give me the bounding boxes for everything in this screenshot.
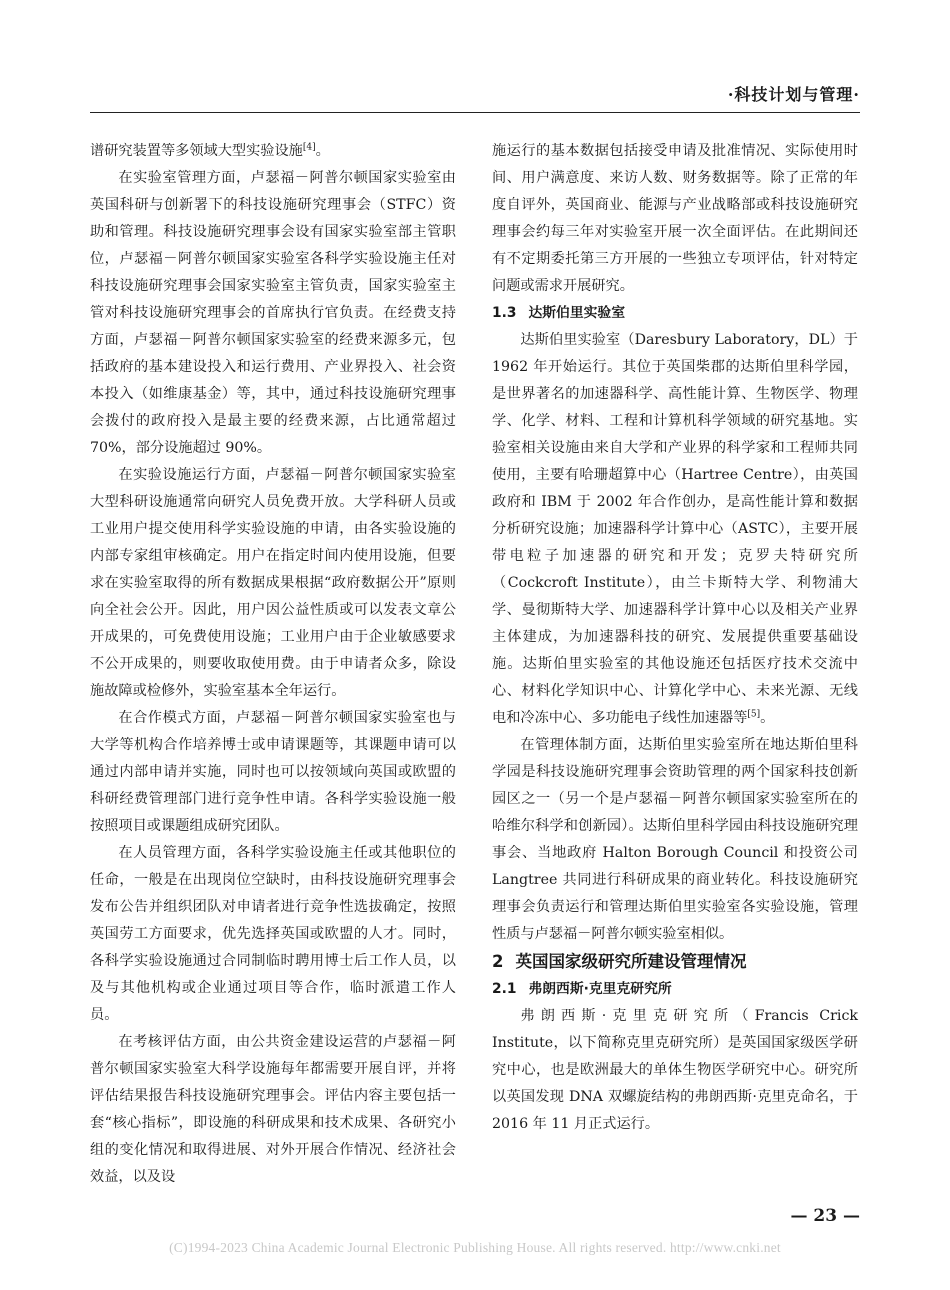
header-rule <box>90 112 860 113</box>
paragraph <box>90 138 456 165</box>
paragraph-evaluation-cont: 施运行的基本数据包括接受申请及批准情况、实际使用时间、用户满意度、来访人数、财务数据等。除了正常的年度自评外，英国商业、能源与产业战略部或科技设施研究理事会约每三年对实验室开展一次全面评估。在此期间还有不定期委托第三方开展的一些独立专项评估，针对特定问题或需求开展研究。 <box>492 143 858 294</box>
paragraph-daresbury <box>492 327 858 732</box>
punctuation: 。 <box>760 710 775 726</box>
section-title: 达斯伯里实验室 <box>528 305 626 321</box>
section-heading-2-1 <box>492 976 858 1003</box>
paragraph-daresbury-management: 在管理体制方面，达斯伯里实验室所在地达斯伯里科学园是科技设施研究理事会资助管理的两个国家科技创新园区之一（另一个是卢瑟福－阿普尔顿国家实验室所在的哈维尔科学和创新园）。达斯伯里科学园由科技设施研究理事会、当地政府 Halton Borough Council 和投资公司 Langtree 共同进行科研成果的商业转化。科技设施研究理事会负责运行和管理达斯伯里实验室各实验设施，管理性质与卢瑟福－阿普尔顿实验室相似。 <box>492 737 858 942</box>
section-heading-1-3 <box>492 300 858 327</box>
punctuation: 。 <box>315 143 330 159</box>
paragraph-crick-institute: 弗朗西斯·克里克研究所（Francis Crick Institute，以下简称克里克研究所）是英国国家级医学研究中心，也是欧洲最大的单体生物医学研究中心。研究所以英国发现 DNA 双螺旋结构的弗朗西斯·克里克命名，于 2016 年 11 月正式运行。 <box>492 1008 858 1132</box>
paragraph-text: 谱研究装置等多领域大型实验设施 <box>90 143 303 159</box>
section-number: 2 <box>492 952 504 971</box>
paragraph-cooperation-mode: 在合作模式方面，卢瑟福－阿普尔顿国家实验室也与大学等机构合作培养博士或申请课题等，其课题申请可以通过内部申请并实施，同时也可以按领域向英国或欧盟的科研经费管理部门进行竞争性申请。各科学实验设施一般按照项目或课题组成研究团队。 <box>90 710 456 834</box>
running-header: ·科技计划与管理· <box>727 85 860 104</box>
section-number: 1.3 <box>492 305 517 321</box>
section-heading-2 <box>492 948 858 976</box>
section-number: 2.1 <box>492 981 517 997</box>
paragraph-personnel-management: 在人员管理方面，各科学实验设施主任或其他职位的任命，一般是在出现岗位空缺时，由科技设施研究理事会发布公告并组织团队对申请者进行竞争性选拔确定，按照英国劳工方面要求，优先选择英国或欧盟的人才。同时，各科学实验设施通过合同制临时聘用博士后工作人员，以及与其他机构或企业通过项目等合作，临时派遣工作人员。 <box>90 845 456 1023</box>
right-column <box>492 138 858 1138</box>
paragraph-lab-management: 在实验室管理方面，卢瑟福－阿普尔顿国家实验室由英国科研与创新署下的科技设施研究理事会（STFC）资助和管理。科技设施研究理事会设有国家实验室部主管职位，卢瑟福－阿普尔顿国家实验室各科学实验设施主任对科技设施研究理事会国家实验室主管负责，国家实验室主管对科技设施研究理事会的首席执行官负责。在经费支持方面，卢瑟福－阿普尔顿国家实验室的经费来源多元，包括政府的基本建设投入和运行费用、产业界投入、社会资本投入（如维康基金）等，其中，通过科技设施研究理事会拨付的政府投入是最主要的经费来源，占比通常超过 70%，部分设施超过 90%。 <box>90 170 456 456</box>
section-title: 英国国家级研究所建设管理情况 <box>515 952 747 971</box>
left-column <box>90 138 456 1191</box>
page-number: — 23 — <box>790 1206 860 1226</box>
citation-ref: [4] <box>302 142 316 153</box>
copyright-footer: (C)1994-2023 China Academic Journal Electronic Publishing House. All rights reserved. http://www.cnki.net <box>169 1240 781 1255</box>
paragraph-facility-operation: 在实验设施运行方面，卢瑟福－阿普尔顿国家实验室大型科研设施通常向研究人员免费开放。大学科研人员或工业用户提交使用科学实验设施的申请，由各实验设施的内部专家组审核确定。用户在指定时间内使用设施，但要求在实验室取得的所有数据成果根据“政府数据公开”原则向全社会公开。因此，用户因公益性质或可以发表文章公开成果的，可免费使用设施；工业用户由于企业敏感要求不公开成果的，则要收取使用费。由于申请者众多，除设施故障或检修外，实验室基本全年运行。 <box>90 467 456 699</box>
section-title: 弗朗西斯·克里克研究所 <box>528 981 672 997</box>
citation-ref: [5] <box>747 709 761 720</box>
paragraph-evaluation: 在考核评估方面，由公共资金建设运营的卢瑟福－阿普尔顿国家实验室大科学设施每年都需要开展自评，并将评估结果报告科技设施研究理事会。评估内容主要包括一套“核心指标”，即设施的科研成果和技术成果、各研究小组的变化情况和取得进展、对外开展合作情况、经济社会效益，以及设 <box>90 1034 456 1185</box>
paragraph-text: 达斯伯里实验室（Daresbury Laboratory，DL）于 1962 年开始运行。其位于英国柴郡的达斯伯里科学园，是世界著名的加速器科学、高性能计算、生物医学、物理学、化学、材料、工程和计算机科学领域的研究基地。实验室相关设施由来自大学和产业界的科学家和工程师共同使用，主要有哈珊超算中心（Hartree Centre），由英国政府和 IBM 于 2002 年合作创办，是高性能计算和数据分析研究设施；加速器科学计算中心（ASTC），主要开展带电粒子加速器的研究和开发；克罗夫特研究所（Cockcroft Institute），由兰卡斯特大学、利物浦大学、曼彻斯特大学、加速器科学计算中心以及相关产业界主体建成，为加速器科技的研究、发展提供重要基础设施。达斯伯里实验室的其他设施还包括医疗技术交流中心、材料化学知识中心、计算化学中心、未来光源、无线电和冷冻中心、多功能电子线性加速器等 <box>492 332 858 726</box>
